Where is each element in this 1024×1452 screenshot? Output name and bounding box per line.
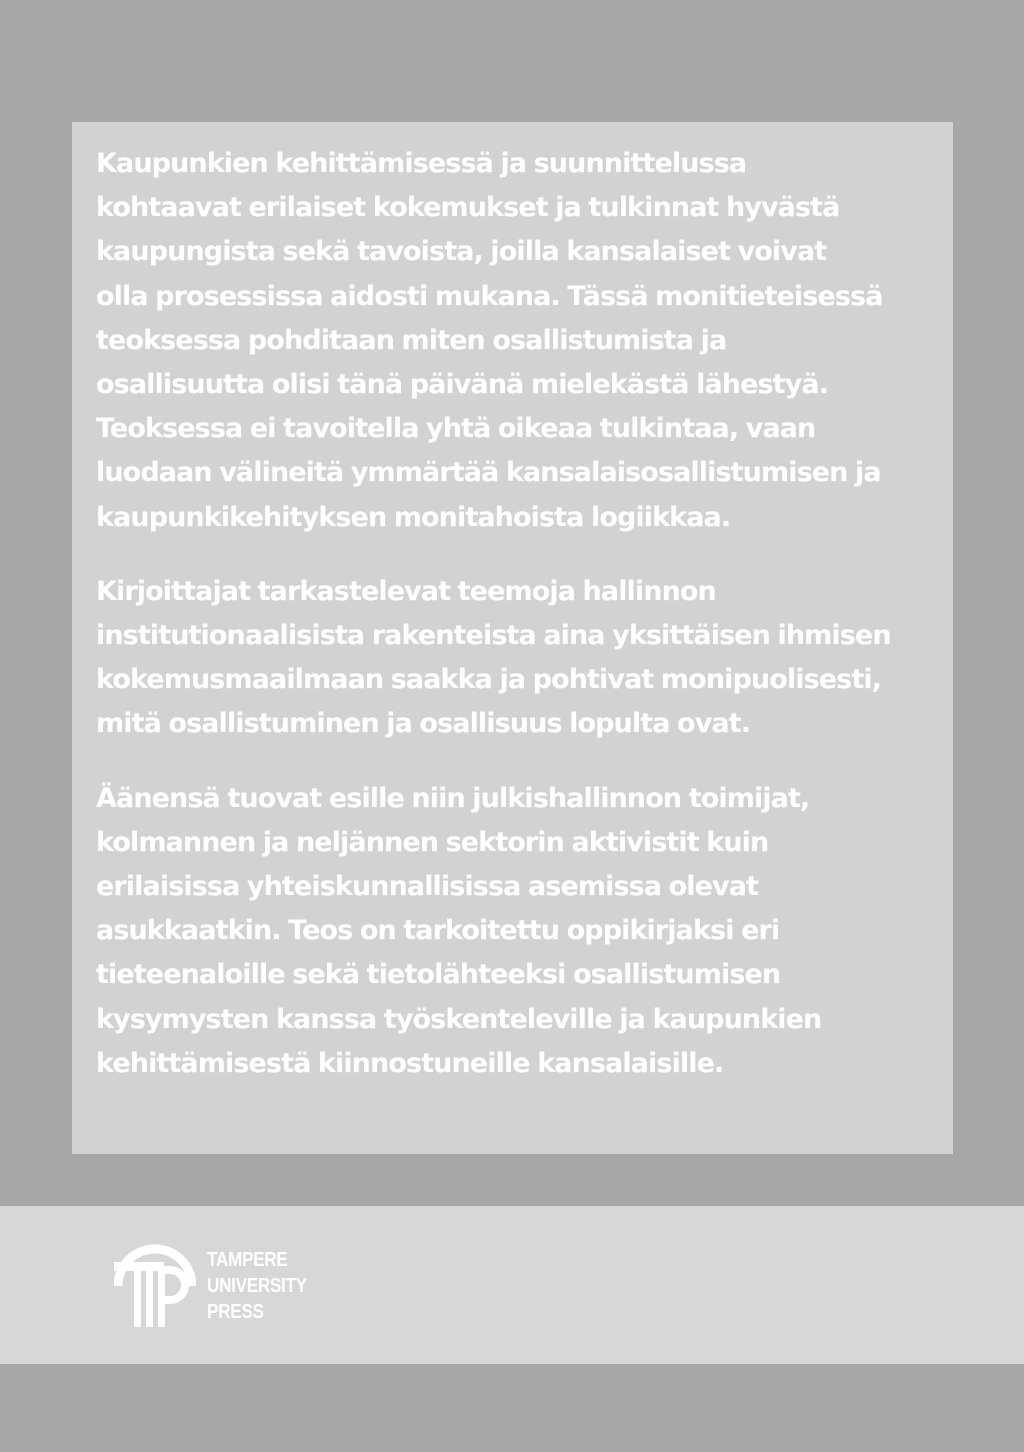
blurb-paragraph-1: Kaupunkien kehittämisessä ja suunnittelussa kohtaavat erilaiset kokemukset ja tulkinnat hyvästä kaupungista sekä tavoista, joilla kansalaiset voivat olla prosessissa aidosti mukana. Tässä monitieteisessä teoksessa pohditaan miten osallistumista ja osallisuutta olisi tänä päivänä mielekästä lähestyä. Teoksessa ei tavoitella yhtä oikeaa tulkintaa, vaan luodaan välineitä ymmärtää kansalaisosallistumisen ja kaupunkikehityksen monitahoista logiikkaa. bbox=[96, 148, 883, 533]
publisher-name bbox=[207, 1247, 307, 1325]
blurb-paragraph-3: Äänensä tuovat esille niin julkishallinnon toimijat, kolmannen ja neljännen sektorin aktivistit kuin erilaisissa yhteiskunnallisissa asemissa olevat asukkaatkin. Teos on tarkoitettu oppikirjaksi eri tieteenaloille sekä tietolähteeksi osallistumisen kysymysten kanssa työskenteleville ja kaupunkien kehittämisestä kiinnostuneille kansalaisille. bbox=[96, 782, 822, 1079]
tup-logo-icon bbox=[114, 1242, 196, 1328]
publisher-name-line-1: TAMPERE bbox=[207, 1249, 288, 1271]
blurb-panel bbox=[72, 122, 953, 1154]
publisher-band bbox=[0, 1206, 1024, 1364]
publisher-name-line-3: PRESS bbox=[207, 1301, 264, 1323]
blurb-paragraph-2: Kirjoittajat tarkastelevat teemoja hallinnon institutionaalisista rakenteista aina yksittäisen ihmisen kokemusmaailmaan saakka ja pohtivat monipuolisesti, mitä osallistuminen ja osallisuus lopulta ovat. bbox=[96, 575, 891, 740]
publisher-name-line-2: UNIVERSITY bbox=[207, 1275, 307, 1297]
